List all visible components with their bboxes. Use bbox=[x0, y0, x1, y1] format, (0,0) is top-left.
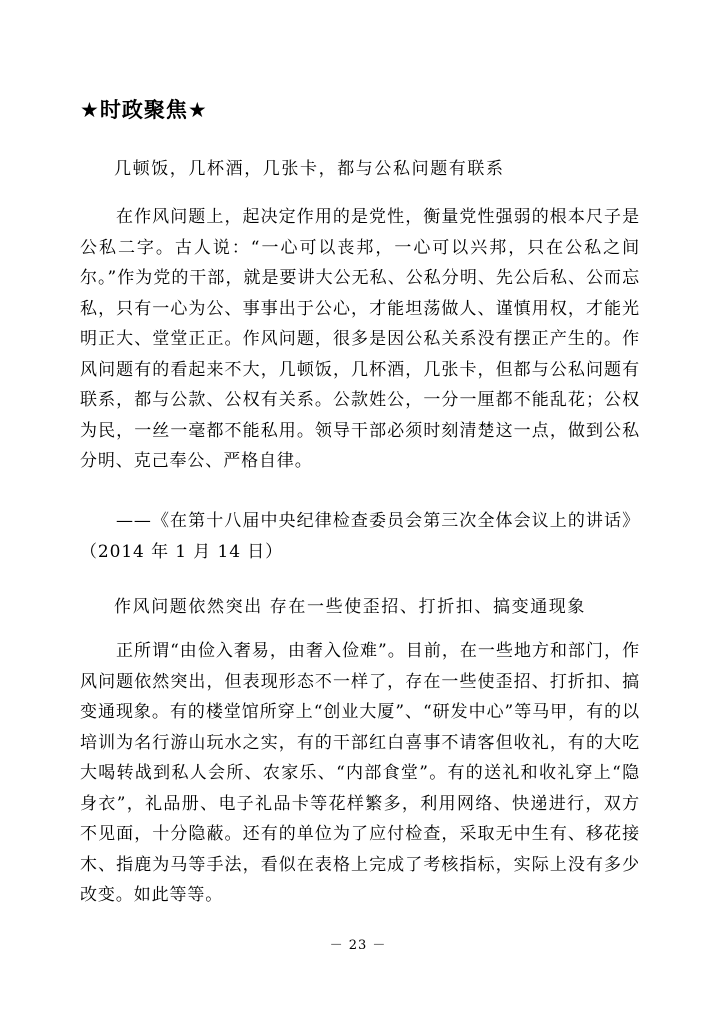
quote-source: ——《在第十八届中央纪律检查委员会第三次全体会议上的讲话》（2014 年 1 月 14 日） bbox=[80, 511, 640, 562]
section-title: ★时政聚焦★ bbox=[80, 98, 208, 122]
subheading-2: 作风问题依然突出 存在一些使歪招、打折扣、搞变通现象 bbox=[114, 597, 587, 617]
page-number: － 23 － bbox=[329, 938, 387, 953]
paragraph-1: 在作风问题上，起决定作用的是党性，衡量党性强弱的根本尺子是公私二字。古人说：“一心可以丧邦，一心可以兴邦，只在公私之间尔。”作为党的干部，就是要讲大公无私、公私分明、先公后私、公而忘私，只有一心为公、事事出于公心，才能坦荡做人、谨慎用权，才能光明正大、堂堂正正。作风问题，很多是因公私关系没有摆正产生的。作风问题有的看起来不大，几顿饭，几杯酒，几张卡，但都与公私问题有联系，都与公款、公权有关系。公款姓公，一分一厘都不能乱花；公权为民，一丝一毫都不能私用。领导干部必须时刻清楚这一点，做到公私分明、克己奉公、严格自律。 bbox=[80, 207, 640, 471]
paragraph-2: 正所谓“由俭入奢易，由奢入俭难”。目前，在一些地方和部门，作风问题依然突出，但表现形态不一样了，存在一些使歪招、打折扣、搞变通现象。有的楼堂馆所穿上“创业大厦”、“研发中心”等马甲，有的以培训为名行游山玩水之实，有的干部红白喜事不请客但收礼，有的大吃大喝转战到私人会所、农家乐、“内部食堂”。有的送礼和收礼穿上“隐身衣”，礼品册、电子礼品卡等花样繁多，利用网络、快递进行，双方不见面，十分隐蔽。还有的单位为了应付检查，采取无中生有、移花接木、指鹿为马等手法，看似在表格上完成了考核指标，实际上没有多少改变。如此等等。 bbox=[80, 641, 640, 905]
subheading-1: 几顿饭，几杯酒，几张卡，都与公私问题有联系 bbox=[114, 159, 505, 179]
